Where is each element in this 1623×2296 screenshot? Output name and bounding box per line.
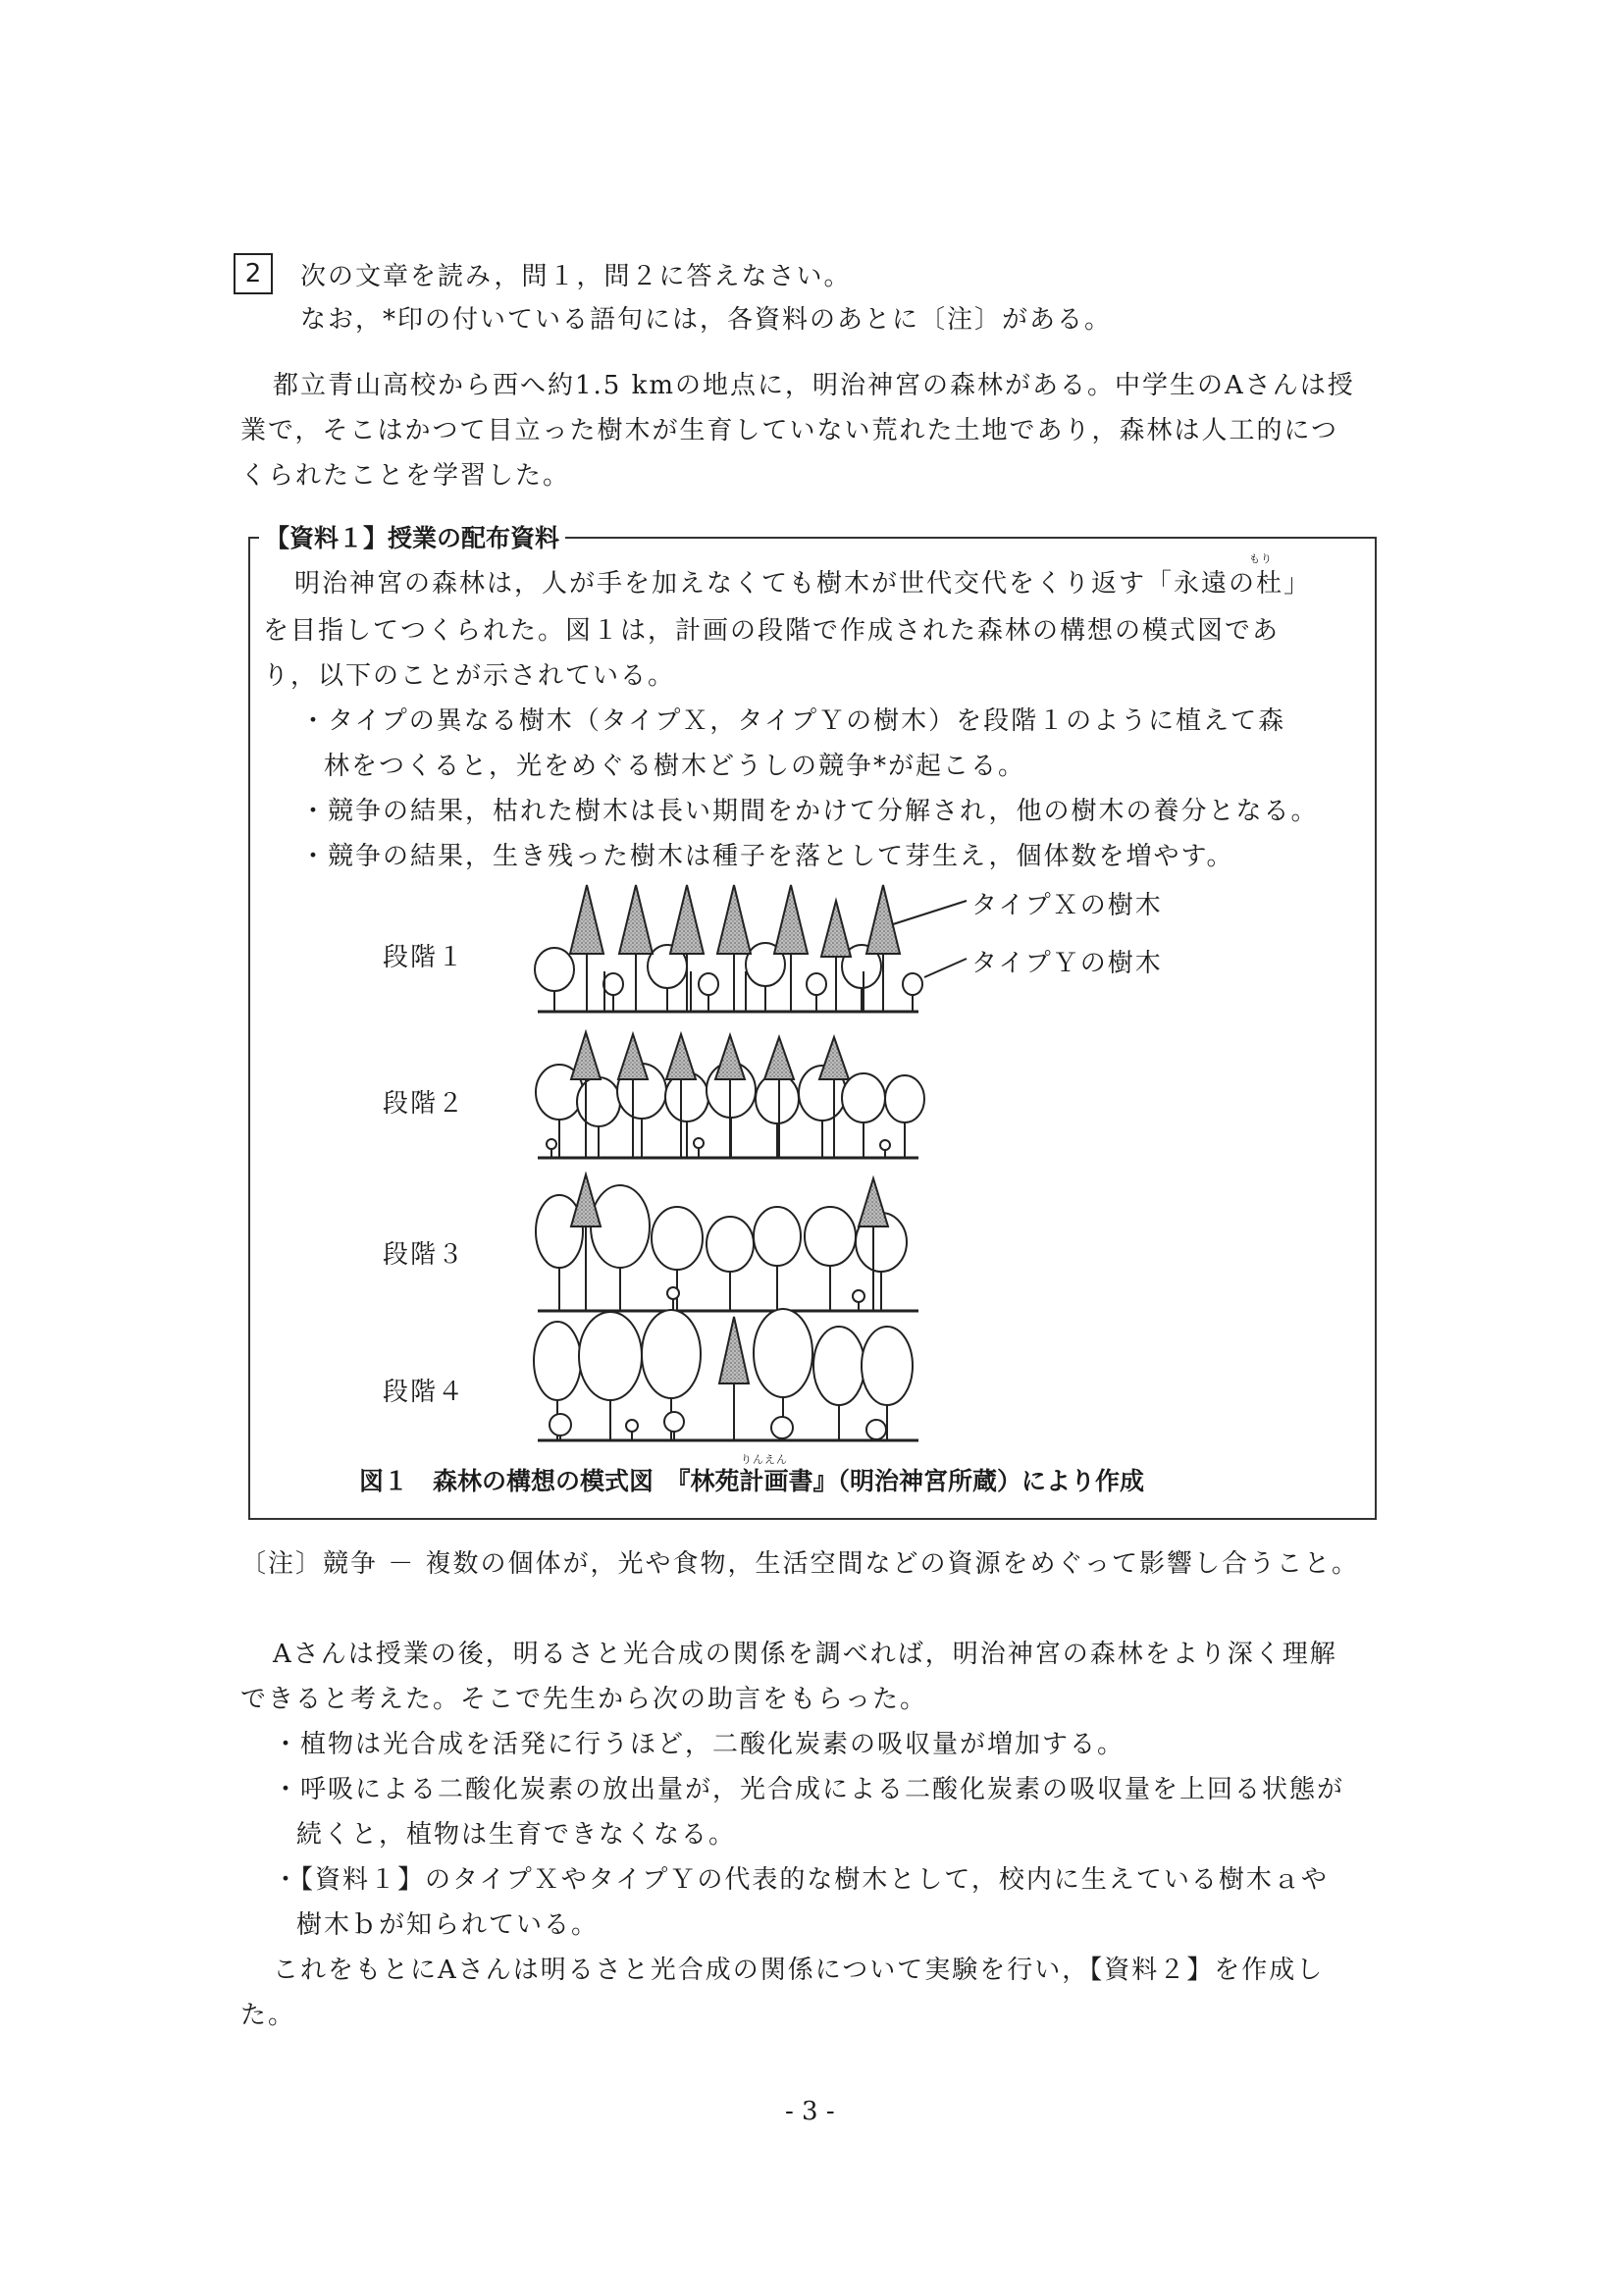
intro-line-1: 都立青山高校から西へ約1.5 kmの地点に，明治神宮の森林がある。中学生のAさんは授 — [273, 371, 1355, 400]
material1-bullet-1a: ・タイプの異なる樹木（タイプＸ，タイプＹの樹木）を段階１のように植えて森 — [300, 706, 1286, 736]
material1-bullet-3: ・競争の結果，生き残った樹木は種子を落として芽生え，個体数を増やす。 — [300, 842, 1234, 871]
material1-para-2: を目指してつくられた。図１は，計画の段階で作成された森林の構想の模式図であ — [263, 616, 1281, 646]
material1-title: 【資料１】授業の配布資料 — [259, 519, 565, 554]
material1-para-3: り，以下のことが示されている。 — [263, 661, 676, 691]
stage-label-4: 段階４ — [383, 1378, 466, 1407]
body2-line-1: Aさんは授業の後，明るさと光合成の関係を調べれば，明治神宮の森林をより深く理解 — [273, 1640, 1337, 1669]
material1-bullet-1b: 林をつくると，光をめぐる樹木どうしの競争*が起こる。 — [324, 752, 1026, 781]
advice-2b: 続くと，植物は生育できなくなる。 — [296, 1820, 737, 1850]
intro-line-2: 業で，そこはかつて目立った樹木が生育していない荒れた土地であり，森林は人工的につ — [240, 416, 1338, 445]
question-number-box: 2 — [234, 253, 273, 294]
material1-para-1: 明治神宮の森林は，人が手を加えなくても樹木が世代交代をくり返す「永遠の杜」 — [294, 569, 1312, 599]
question-note-instruction: なお，*印の付いている語句には，各資料のあとに〔注〕がある。 — [300, 305, 1113, 335]
ruby-rinen: りんえん — [741, 1453, 788, 1466]
closing-line-2: た。 — [240, 2001, 296, 2030]
page-number: - 3 - — [785, 2097, 835, 2126]
closing-line-1: これをもとにAさんは明るさと光合成の関係について実験を行い，【資料２】を作成し — [273, 1956, 1325, 1985]
advice-3b: 樹木ｂが知られている。 — [296, 1910, 600, 1940]
figure1-caption: 図１ 森林の構想の模式図 『林苑計画書』（明治神宮所蔵）により作成 — [359, 1467, 1145, 1495]
stage-label-2: 段階２ — [383, 1089, 466, 1119]
label-type-x: タイプＸの樹木 — [971, 891, 1163, 920]
stage-label-3: 段階３ — [383, 1240, 466, 1270]
note-competition: 〔注〕競争 － 複数の個体が，光や食物，生活空間などの資源をめぐって影響し合うこと。 — [240, 1549, 1360, 1579]
advice-1: ・植物は光合成を活発に行うほど，二酸化炭素の吸収量が増加する。 — [273, 1730, 1126, 1759]
stage-label-1: 段階１ — [383, 943, 466, 972]
ruby-mori: もり — [1249, 552, 1273, 565]
question-instruction: 次の文章を読み，問１，問２に答えなさい。 — [300, 262, 852, 291]
advice-2a: ・呼吸による二酸化炭素の放出量が，光合成による二酸化炭素の吸収量を上回る状態が — [273, 1775, 1345, 1804]
material1-bullet-2: ・競争の結果，枯れた樹木は長い期間をかけて分解され，他の樹木の養分となる。 — [300, 797, 1319, 826]
intro-line-3: くられたことを学習した。 — [240, 461, 571, 491]
body2-line-2: できると考えた。そこで先生から次の助言をもらった。 — [240, 1685, 928, 1714]
advice-3a: ・【資料１】のタイプＸやタイプＹの代表的な樹木として，校内に生えている樹木ａや — [273, 1865, 1329, 1895]
label-type-y: タイプＹの樹木 — [971, 949, 1163, 978]
